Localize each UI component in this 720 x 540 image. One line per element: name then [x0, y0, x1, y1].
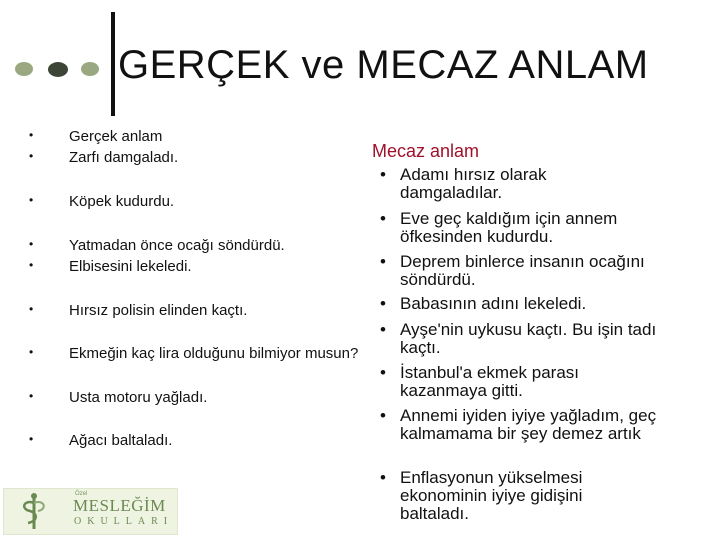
- list-item-text: Ağacı baltaladı.: [69, 432, 173, 449]
- bullet: •: [29, 128, 34, 142]
- bullet: •: [29, 149, 34, 163]
- logo-emblem-icon: [4, 489, 64, 534]
- bullet: •: [380, 252, 386, 271]
- bullet: •: [29, 432, 34, 446]
- bullet: •: [380, 468, 386, 487]
- list-item-text: Gerçek anlam: [69, 128, 163, 145]
- list-item-text: Hırsız polisin elinden kaçtı.: [69, 302, 248, 319]
- meslegim-okullari-logo: [3, 488, 178, 535]
- bullet: •: [380, 363, 386, 382]
- list-item-text: Enflasyonun yükselmesi ekonominin iyiye gidişini baltaladı.: [400, 468, 583, 523]
- bullet: •: [29, 237, 34, 251]
- list-item-text: Usta motoru yağladı.: [69, 389, 208, 406]
- mecaz-anlam-list: [372, 0, 712, 540]
- list-item-text: Ekmeğin kaç lira olduğunu bilmiyor musun?: [69, 345, 359, 362]
- list-item-text: Yatmadan önce ocağı söndürdü.: [69, 237, 285, 254]
- logo-small-text: Özel: [75, 491, 88, 497]
- list-item-text: Elbisesini lekeledi.: [69, 258, 192, 275]
- list-item-text: Deprem binlerce insanın ocağını söndürdü.: [400, 252, 645, 289]
- list-item-text: Babasının adını lekeledi.: [400, 294, 587, 313]
- list-item-text: İstanbul'a ekmek parası kazanmaya gitti.: [400, 363, 580, 400]
- title-divider-line: [111, 12, 115, 116]
- bullet: •: [380, 320, 386, 339]
- bullet: •: [29, 258, 34, 272]
- list-item-text: Zarfı damgaladı.: [69, 149, 179, 166]
- list-item-text: Annemi iyiden iyiye yağladım, geç kalmamama bir şey demez artık: [400, 406, 657, 443]
- bullet: •: [29, 302, 34, 316]
- list-item-text: Eve geç kaldığım için annem öfkesinden kudurdu.: [400, 209, 618, 246]
- mecaz-anlam-heading: Mecaz anlam: [372, 141, 480, 161]
- bullet: •: [380, 165, 386, 184]
- list-item-text: Ayşe'nin uykusu kaçtı. Bu işin tadı kaçtı.: [400, 320, 657, 357]
- logo-subtitle: OKULLARI: [74, 516, 174, 527]
- list-item-text: Adamı hırsız olarak damgaladılar.: [400, 165, 547, 202]
- bullet: •: [380, 209, 386, 228]
- decorative-dot-light: [81, 62, 99, 76]
- bullet: •: [380, 294, 386, 313]
- decorative-dot-dark: [48, 62, 68, 77]
- bullet: •: [29, 389, 34, 403]
- list-item-text: Köpek kudurdu.: [69, 193, 175, 210]
- bullet: •: [380, 406, 386, 425]
- bullet: •: [29, 193, 34, 207]
- logo-wordmark: MESLEĞİM: [73, 496, 166, 515]
- slide-title: GERÇEK ve MECAZ ANLAM: [118, 43, 649, 87]
- decorative-dot-light: [15, 62, 33, 76]
- bullet: •: [29, 345, 34, 359]
